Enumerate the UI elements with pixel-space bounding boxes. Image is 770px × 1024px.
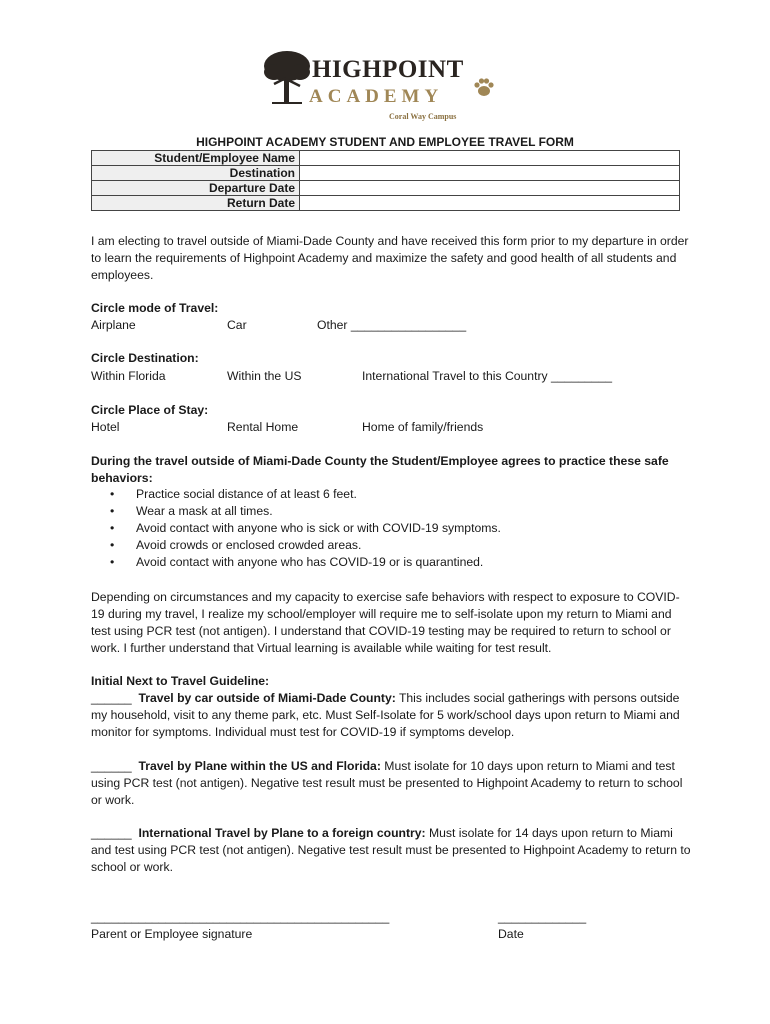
name-field[interactable]	[300, 151, 680, 166]
return-date-label: Return Date	[92, 196, 300, 211]
tree-icon	[262, 48, 312, 108]
initial-blank-plane-us[interactable]: ______	[91, 759, 132, 773]
table-row	[92, 166, 680, 181]
destination-label: Destination	[92, 166, 300, 181]
signature-label: Parent or Employee signature	[91, 927, 253, 941]
list-item: • Avoid crowds or enclosed crowded areas.	[136, 537, 501, 554]
destination-field[interactable]	[300, 166, 680, 181]
destination-heading: Circle Destination:	[91, 351, 199, 365]
mode-heading: Circle mode of Travel:	[91, 301, 219, 315]
logo-name-top: HIGHPOINT	[312, 56, 464, 83]
guideline-car-text: This includes social gatherings with persons outside my household, visit to any theme park, etc. Must Self-Isolate for 5 work/school days upon return to Miami and monitor for symptoms. Individual must test for COVID-19 if symptoms develop.	[91, 691, 680, 739]
stay-option-hotel[interactable]: Hotel	[91, 420, 120, 434]
table-row	[92, 196, 680, 211]
mode-options	[91, 317, 691, 334]
destination-options	[91, 368, 691, 385]
logo-name-bottom: ACADEMY	[309, 86, 444, 107]
name-label: Student/Employee Name	[92, 151, 300, 166]
stay-option-rental[interactable]: Rental Home	[227, 420, 299, 434]
mode-option-other[interactable]: Other _________________	[317, 318, 467, 332]
list-item: • Wear a mask at all times.	[136, 503, 501, 520]
guideline-international	[91, 825, 691, 876]
stay-heading: Circle Place of Stay:	[91, 403, 209, 417]
destination-option-us[interactable]: Within the US	[227, 369, 302, 383]
form-title: HIGHPOINT ACADEMY STUDENT AND EMPLOYEE TRAVEL FORM	[196, 135, 574, 149]
info-table	[91, 150, 680, 211]
return-date-field[interactable]	[300, 196, 680, 211]
logo-campus: Coral Way Campus	[389, 112, 457, 121]
date-line[interactable]: _____________	[498, 910, 587, 924]
stay-options	[91, 419, 691, 436]
guideline-plane-us	[91, 758, 691, 809]
behaviors-list	[91, 486, 501, 571]
destination-option-international[interactable]: International Travel to this Country _________	[362, 369, 613, 383]
guideline-heading: Initial Next to Travel Guideline:	[91, 674, 270, 688]
table-row	[92, 151, 680, 166]
list-item: • Avoid contact with anyone who has COVID-19 or is quarantined.	[136, 554, 501, 571]
initial-blank-car[interactable]: ______	[91, 691, 132, 705]
mode-option-car[interactable]: Car	[227, 318, 247, 332]
departure-date-label: Departure Date	[92, 181, 300, 196]
guideline-plane-us-title: Travel by Plane within the US and Florida:	[138, 759, 381, 773]
highpoint-logo	[262, 46, 502, 126]
initial-blank-international[interactable]: ______	[91, 826, 132, 840]
table-row	[92, 181, 680, 196]
paw-icon	[472, 76, 496, 100]
date-label: Date	[498, 927, 524, 941]
depending-paragraph: Depending on circumstances and my capacity to exercise safe behaviors with respect to exposure to COVID-19 during my travel, I realize my school/employer will require me to self-isolate upon my return to Miami and test using PCR test (not antigen). I understand that COVID-19 testing may be required to return to school or work. I further understand that Virtual learning is available while waiting for test result.	[91, 590, 680, 655]
guideline-international-text: Must isolate for 14 days upon return to Miami and test using PCR test (not antigen). Negative test result must be presented to Highpoint Academy to return to school or work.	[91, 826, 691, 874]
guideline-plane-us-text: Must isolate for 10 days upon return to Miami and test using PCR test (not antigen). Negative test result must be presented to Highpoint Academy to return to school or work.	[91, 759, 683, 807]
guideline-car	[91, 690, 691, 741]
list-item: • Avoid contact with anyone who is sick or with COVID-19 symptoms.	[136, 520, 501, 537]
list-item: • Practice social distance of at least 6 feet.	[136, 486, 501, 503]
destination-option-florida[interactable]: Within Florida	[91, 369, 166, 383]
guideline-international-title: International Travel by Plane to a foreign country:	[138, 826, 426, 840]
behaviors-heading: During the travel outside of Miami-Dade County the Student/Employee agrees to practice these safe behaviors:	[91, 454, 669, 485]
mode-option-airplane[interactable]: Airplane	[91, 318, 136, 332]
signature-line[interactable]: ____________________________________________	[91, 910, 390, 924]
departure-date-field[interactable]	[300, 181, 680, 196]
stay-option-family[interactable]: Home of family/friends	[362, 420, 484, 434]
intro-paragraph: I am electing to travel outside of Miami-Dade County and have received this form prior to my departure in order to learn the requirements of Highpoint Academy and maximize the safety and good health of all students and employees.	[91, 234, 689, 282]
guideline-car-title: Travel by car outside of Miami-Dade County:	[138, 691, 396, 705]
